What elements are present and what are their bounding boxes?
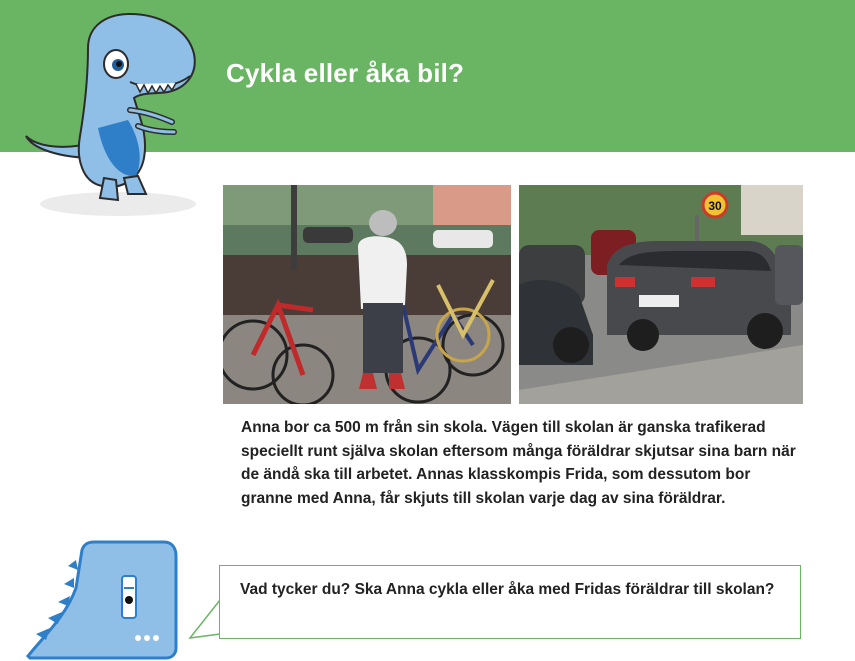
blue-dinosaur-icon [18, 8, 218, 218]
question-bubble [219, 565, 801, 639]
story-text: Anna bor ca 500 m från sin skola. Vägen till skolan är ganska trafikerad speciellt runt själva skolan eftersom många föräldrar skjutsar sina barn när de ändå ska till arbetet. Annas klasskompis Frida, som dessutom bor granne med Anna, får skjuts till skolan varje dag av sina föräldrar. [241, 419, 796, 507]
blue-dinosaur-peek-icon [26, 540, 181, 661]
page-title: Cykla eller åka bil? [226, 58, 465, 88]
traffic-photo [519, 185, 803, 404]
bike-rack-photo [223, 185, 511, 404]
speed-limit-sign: 30 [708, 199, 722, 213]
question-text: Vad tycker du? Ska Anna cykla eller åka med Fridas föräldrar till skolan? [240, 581, 775, 598]
